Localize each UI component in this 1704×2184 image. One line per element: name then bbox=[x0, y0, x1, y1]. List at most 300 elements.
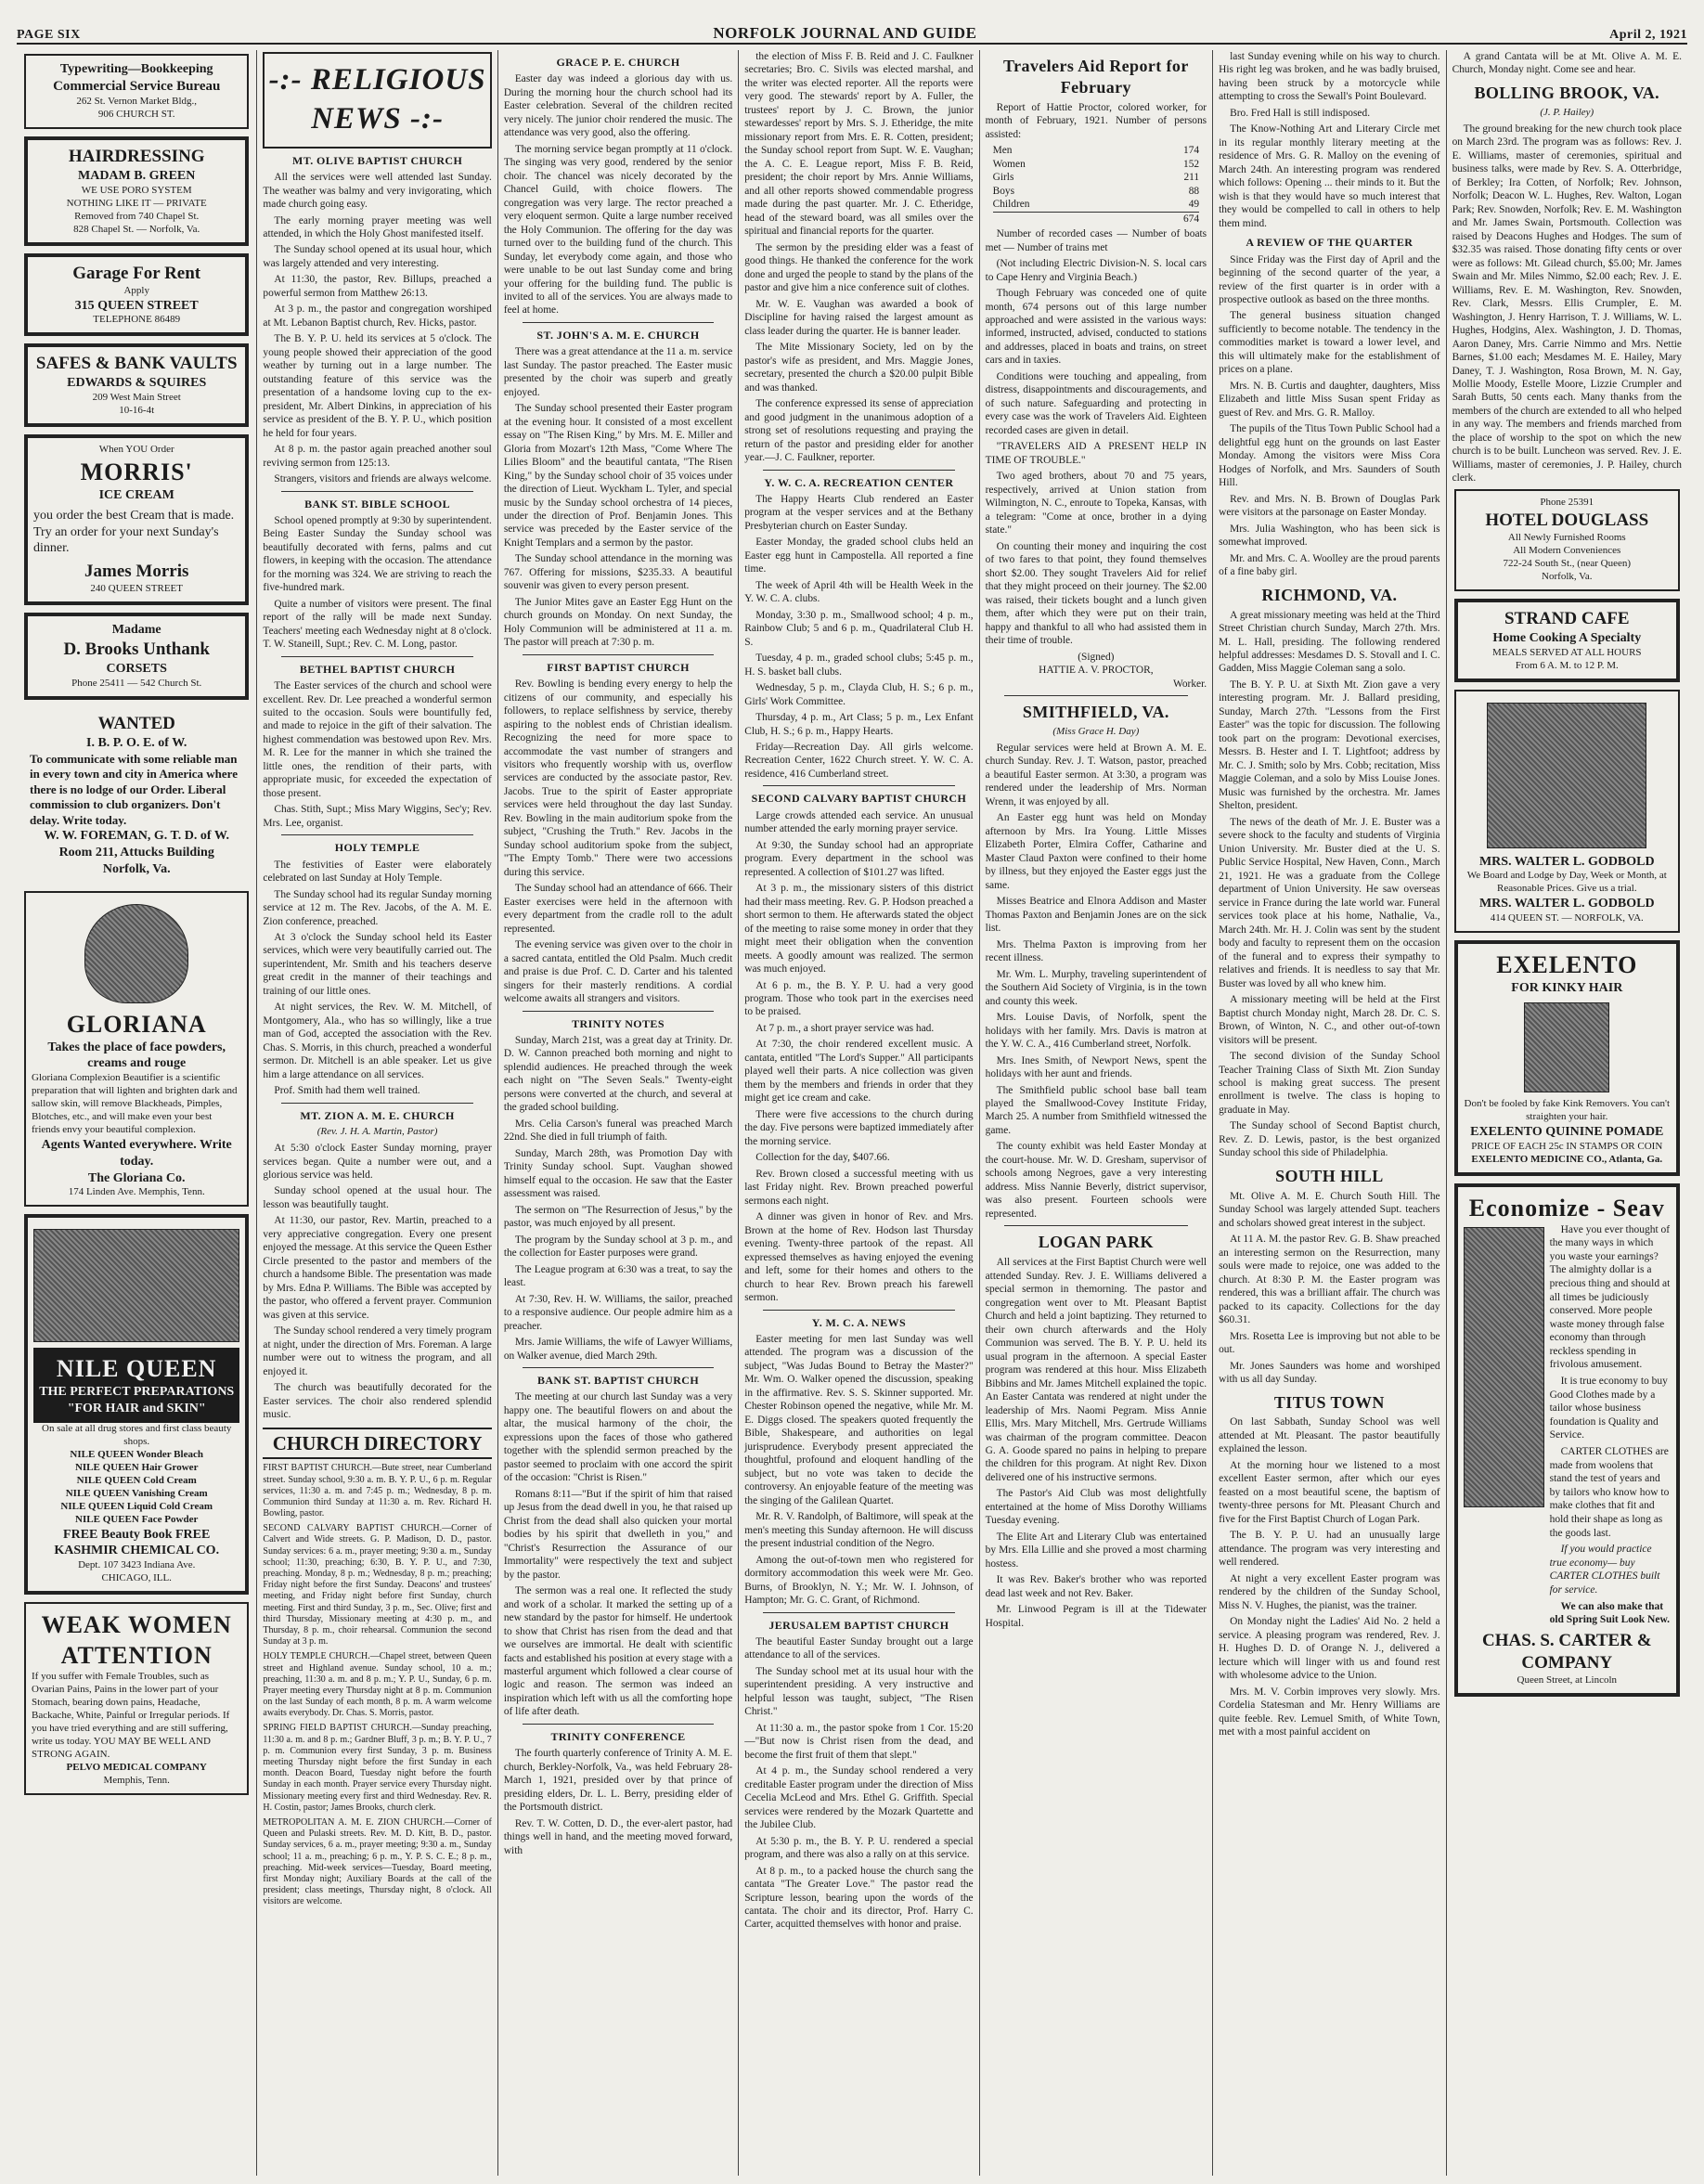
ad-line: On sale at all drug stores and first class beauty shops. bbox=[42, 1422, 232, 1447]
paragraph: The conference expressed its sense of appreciation and good judgment in the unanimous adoption of a strong set of resolutions requesting and praying the return of the pastor and presiding elder for another year.—J. C. Faulkner, reporter. bbox=[744, 398, 974, 464]
masthead bbox=[17, 9, 1687, 45]
paragraph: Easter meeting for men last Sunday was well attended. The program was a discussion of the subject, "Was Judas Bound to Betray the Master?" Mr. Wm. O. Walker opened the discussion, speaking in the affirmative. Rev. S. S. Skinner supported. Mr. Chester Robinson opened the negative, while Mr. M. E. Diggs closed. The speakers quoted frequently the Bible, Shakespeare, and authorities on legal jurisprudence. Everybody present appreciated the thoughtful, profound and eloquent handling of the subject, but no vote was taken to decide the controversy. An enjoyable feature of the meeting was the singing of the Galilean Quartet. bbox=[744, 1333, 974, 1506]
article-heading: LOGAN PARK bbox=[1038, 1233, 1154, 1252]
ad-line: GLORIANA bbox=[66, 1010, 207, 1038]
column-7 bbox=[1447, 50, 1687, 2176]
ad-line: TELEPHONE 86489 bbox=[93, 314, 181, 326]
paragraph: Mt. Olive A. M. E. Church South Hill. The Sunday School was largely attended Supt. teachers and scholars showed great interest in the subject. bbox=[1219, 1190, 1440, 1229]
paragraph: The festivities of Easter were elaborately celebrated on last Sunday at Holy Temple. bbox=[263, 859, 492, 885]
paragraph: Sunday school opened at the usual hour. The lesson was beautifully taught. bbox=[263, 1185, 492, 1210]
directory-entry: SPRING FIELD BAPTIST CHURCH.—Sunday preaching, 11:30 a. m. and 8 p. m.; Gardner Bluff, 3 p. m.; B. Y. P. U., 7 p. m. Communion every first Sunday, 3 p. m. Business meeting Thursday night before the first Sunday in each month. Deacon Board, Tuesday night before the fourth Sunday in each month. Prayer service every Thursday night. Missionary meeting every first and third Wednesday. Rev. R. H. Costin, pastor; James Brooks, church clerk. bbox=[263, 1723, 492, 1813]
ad-line: 828 Chapel St. — Norfolk, Va. bbox=[73, 223, 200, 235]
paragraph: A grand Cantata will be at Mt. Olive A. M. E. Church, Monday night. Come see and hear. bbox=[1452, 51, 1682, 76]
paragraph: The news of the death of Mr. J. E. Buster was a severe shock to the faculty and students of Virginia Union University. Mr. Buster died at the U. S. Public Service Hospital, New Haven, Conn., March 21, 1921. He was a graduate from the College department of Union University. He saw overseas service in France during the late world war. Funeral services took place at his home, Nathalie, Va., March 24th. Mr. H. J. Colin was sent by the student body and faculty to represent them on the occasion of the funeral and to express their sympathy to relatives and friends. It is needless to say that Mr. Buster was loved by all who knew him. bbox=[1219, 816, 1440, 989]
paragraph: The county exhibit was held Easter Monday at the court-house. Mr. W. D. Gresham, supervisor of schools among Negroes, gave a very interesting address. Miss Nannie Beverly, district supervisor, was also present. Fourteen schools were represented. bbox=[985, 1141, 1207, 1220]
issue-date: April 2, 1921 bbox=[1609, 28, 1687, 42]
ad-line: I. B. P. O. E. of W. bbox=[86, 736, 187, 751]
ad-line: Apply bbox=[123, 284, 149, 296]
ad-line: Typewriting—Bookkeeping bbox=[59, 62, 213, 76]
paragraph: Number of recorded cases — Number of boats met — Number of trains met bbox=[985, 228, 1207, 253]
divider bbox=[763, 470, 954, 471]
divider bbox=[523, 322, 714, 323]
ad-line: Queen Street, at Lincoln bbox=[1517, 1674, 1618, 1686]
paragraph: At 7:30, the choir rendered excellent music. A cantata, entitled "The Lord's Supper." All participants played well their parts. A nice collection was given them by the members and friends in order that they might get ice cream and cake. bbox=[744, 1039, 974, 1105]
divider bbox=[523, 1367, 714, 1368]
stats-table bbox=[993, 144, 1199, 226]
paragraph: The fourth quarterly conference of Trinity A. M. E. church, Berkley-Norfolk, Va., was held February 28-March 1, 1921, presided over by that prince of presiding elders, Dr. L. L. Berry, presiding elder of the Portsmouth district. bbox=[503, 1748, 733, 1814]
paragraph: Conditions were touching and appealing, from distress, disappointments and discouragements, and of such nature. Safeguarding and protecting in every case was the work of Travelers Aid. Eighteen recorded cases are given in detail. bbox=[985, 370, 1207, 436]
paragraph: The B. Y. P. U. had an unusually large attendance. The program was very interesting and well rendered. bbox=[1219, 1530, 1440, 1569]
ad-exelento bbox=[1454, 940, 1680, 1175]
paragraph: The ground breaking for the new church took place on March 23rd. The program was as follows: Rev. J. E. Williams, master of ceremonies, spiritual and business talks, were made by Rev. S. A. Otterbridge, of Berkley; Ira Cotten, of Norfolk; Rev. Johnson, Norfolk; Deacon W. L. Hughes, Rev. Walton, Logan Park; Rev. Snowden, Norfolk; Rev. E. M. Washington and Mr. James Swain, Portsmouth. Collection was raised by Deacons Hughes and Hodges. The sum of $32.35 was raised. Those donating fifty cents or over were as follows: Mt. Gilead church, $5.00; Mr. James Swain and Mr. Miles Nimmo, $2.00 each; Rev. J. E. Williams, Rev. E. M. Washington, Rev. Snowden, Rev. Clark, Messrs. Ellis Crumpler, E. M. Washington, J. Henry Harrison, T. J. Williams, W. L. Hughes, Hodgins, Alex. Washington, J. D. Thomas, Aaron Daney, Mrs. Carrie Nimmo and Mrs. Nettie Barnes, $1.00 each; Mesdames M. E. Hailey, Mary Daney, T. J. Washington, Rosa Brown, M. N. Gay, Mollie Moody, Estelle Moore, Lizzie Crumpler and Sarah Butts, 50 cents each. Many thanks from the members of the church are extended to all who helped in any way. The members and friends marched from the place of worship to the spot on which the new church is to be built. Luncheon was served. Rev. J. E. Williams, master of ceremonies, J. P. Hailey, church clerk. bbox=[1452, 123, 1682, 485]
byline: (Rev. J. H. A. Martin, Pastor) bbox=[316, 1126, 438, 1138]
paragraph: Mrs. Celia Carson's funeral was preached March 22nd. She died in full triumph of faith. bbox=[503, 1118, 733, 1144]
ad-line: EXELENTO bbox=[1496, 951, 1638, 979]
divider bbox=[1004, 1225, 1188, 1226]
paragraph: The B. Y. P. U. held its services at 5 o'clock. The young people showed their appreciation of the good weather by turning out in a large number. The outstanding feature of this service was the presentation of a handsome loving cup to the ex-president, Mr. Albert Dinkins, in appreciation of his service as president of the B. Y. P. U., which position he held for four years. bbox=[263, 333, 492, 439]
ad-line: If you would practice true economy— buy CARTER CLOTHES built for service. bbox=[1549, 1544, 1660, 1596]
ad-godbold bbox=[1454, 690, 1680, 933]
paragraph: Mr. W. E. Vaughan was awarded a book of Discipline for having raised the largest amount as class leader during the quarter. He is banner leader. bbox=[744, 298, 974, 337]
columns bbox=[17, 50, 1687, 2176]
ad-line: you order the best Cream that is made. Try an order for your next Sunday's dinner. bbox=[33, 508, 235, 556]
paragraph: At 11:30 a. m., the pastor spoke from 1 Cor. 15:20—"But now is Christ risen from the dead, and become the first fruit of them that slept." bbox=[744, 1722, 974, 1761]
paragraph: Rev. T. W. Cotten, D. D., the ever-alert pastor, had things well in hand, and the meeting moved forward, with bbox=[503, 1817, 733, 1856]
ad-line: The Gloriana Co. bbox=[87, 1170, 186, 1185]
article-heading: SECOND CALVARY BAPTIST CHURCH bbox=[751, 792, 967, 806]
newspaper-title: NORFOLK JOURNAL AND GUIDE bbox=[713, 24, 977, 42]
ad-line: Phone 25411 — 542 Church St. bbox=[71, 677, 202, 689]
paragraph: The evening service was given over to the choir in a sacred cantata, entitled the Old Psalm. Much credit and praise is due Prof. C. D. Carter and his talented singers for their masterly renditions. A cordial welcome awaits all strangers and visitors. bbox=[503, 939, 733, 1005]
paragraph: The second division of the Sunday School Teacher Training Class of Sixth Mt. Zion Sunday school is making great success. The present enrollment is twelve. The class is hoping to graduate in May. bbox=[1219, 1051, 1440, 1116]
paragraph: At 8 p. m., to a packed house the church sang the cantata "The Greater Love." The pastor read the Scripture lesson, bearing upon the words of the cantata. The choir and its director, Prof. Harry C. Carter, acquitted themselves with honor and praise. bbox=[744, 1865, 974, 1931]
stats-total: 674 bbox=[993, 212, 1199, 226]
ad-line: 10-16-4t bbox=[119, 405, 155, 417]
stats-label: Women bbox=[992, 158, 1026, 170]
article-heading: GRACE P. E. CHURCH bbox=[556, 56, 680, 69]
paragraph: At 9:30, the Sunday school had an appropriate program. Every department in the school was represented. A collection of $101.27 was lifted. bbox=[744, 839, 974, 878]
paragraph: The Elite Art and Literary Club was entertained by Mrs. Ella Lillie and she proved a most charming hostess. bbox=[985, 1531, 1207, 1570]
paragraph: The morning service began promptly at 11 o'clock. The singing was very good, rendered by the senior choir. The chancel was nicely decorated by the Chancel Guild, with choice flowers. The congregation was very large. The rector preached a very eloquent sermon. Quite a large number received the Holy Communion. The offering for the day was turned over to the building fund of the church. This Sunday, let everybody come again, and those who were unable to be out last Sunday come and bring your offering for the building fund. The public is invited to all of the services. You are always made to feel at home. bbox=[503, 143, 733, 317]
paragraph: Thursday, 4 p. m., Art Class; 5 p. m., Lex Enfant Club, H. S.; 6 p. m., Happy Hearts. bbox=[744, 712, 974, 737]
ad-line: NILE QUEEN Hair Grower bbox=[74, 1461, 199, 1473]
paragraph: Monday, 3:30 p. m., Smallwood school; 4 p. m., Rainbow Club; 5 and 6 p. m., Quadrilateral Club H. S. bbox=[744, 609, 974, 648]
paragraph: The Sunday school met at its usual hour with the superintendent presiding. A very instructive and helpful lesson was taught, subject, "The Risen Christ." bbox=[744, 1665, 974, 1718]
stats-value: 49 bbox=[1188, 199, 1200, 211]
paragraph: Mrs. Rosetta Lee is improving but not able to be out. bbox=[1219, 1330, 1440, 1356]
byline: (J. P. Hailey) bbox=[1540, 106, 1594, 118]
ad-line: WE USE PORO SYSTEM bbox=[81, 184, 192, 196]
paragraph: There was a great attendance at the 11 a. m. service last Sunday. The pastor preached. The Easter music presented by the choir was superb and greatly enjoyed. bbox=[503, 346, 733, 398]
paragraph: At 7:30, Rev. H. W. Williams, the sailor, preached to a responsive audience. Our people admire him as a preacher. bbox=[503, 1293, 733, 1332]
paragraph: Sunday, March 28th, was Promotion Day with Trinity Sunday school. Supt. Vaughan showed himself equal to the occasion. He saw that the Easter assessment was raised. bbox=[503, 1147, 733, 1200]
article-heading: HOLY TEMPLE bbox=[334, 841, 420, 855]
paragraph: At 3 p. m., the missionary sisters of this district had their mass meeting. Rev. G. P. Hodson preached a short sermon to them. He afterwards stated the object of the meeting to raise some money in order that they might meet their obligation when the convention meets. A goodly amount was realized. The sermon was much enjoyed. bbox=[744, 883, 974, 976]
ad-line: WANTED bbox=[97, 713, 175, 733]
ad-line: ICE CREAM bbox=[98, 488, 174, 503]
paragraph: A great missionary meeting was held at the Third Street Christian church Sunday, March 27th. Mrs. M. L. Hall, presiding. The following rendered helpful addresses: Mesdames D. S. Stovall and I. C. Gadden, Miss Maggie Coleman sang a solo. bbox=[1219, 609, 1440, 675]
byline: (Miss Grace H. Day) bbox=[1052, 725, 1140, 737]
paragraph: At 11:30, our pastor, Rev. Martin, preached to a very appreciative congregation. Every one present enjoyed the message. At this service the Queen Esther Circle presented to the pastor and members of the church a handsome Bible. The presentation was made by Mrs. Edna P. Williams. The Bible was accepted by the pastor, who offered a fervent prayer. Communion was given at this service. bbox=[263, 1215, 492, 1321]
ad-line: 906 CHURCH ST. bbox=[97, 108, 175, 120]
paragraph: An Easter egg hunt was held on Monday afternoon by Mrs. Ira Young. Little Misses Elizabeth Porter, Elmira Coffer, Catharine and Master Claud Paxton were confined to their home by illness, but they enjoyed the Easter eggs just the same. bbox=[985, 812, 1207, 891]
paragraph: The meeting at our church last Sunday was a very happy one. The beautiful flowers on and about the altar, the musical harmony of the choir, the expressions upon the faces of those who gathered together with the splendid sermon preached by the pastor seemed to proclaim with one accord the spirit of the occasion: "Christ is Risen." bbox=[503, 1391, 733, 1484]
paragraph: The beautiful Easter Sunday brought out a large attendance to all of the services. bbox=[744, 1635, 974, 1661]
woman-portrait-image bbox=[84, 904, 188, 1003]
paragraph: Mrs. Thelma Paxton is improving from her recent illness. bbox=[985, 938, 1207, 964]
paragraph: Rev. Brown closed a successful meeting with us last Friday night. Rev. Brown preached powerful sermons each night. bbox=[744, 1168, 974, 1207]
ad-line: Agents Wanted everywhere. Write today. bbox=[41, 1138, 232, 1169]
ad-line: CHICAGO, ILL. bbox=[101, 1572, 172, 1584]
ad-line: HAIRDRESSING bbox=[68, 146, 205, 166]
paragraph: Misses Beatrice and Elnora Addison and Master Thomas Paxton and Benjamin Jones are on the sick list. bbox=[985, 896, 1207, 935]
ad-line: Norfolk, Va. bbox=[102, 861, 171, 876]
divider bbox=[281, 656, 472, 657]
ad-line: EXELENTO MEDICINE CO., Atlanta, Ga. bbox=[1471, 1153, 1663, 1165]
paragraph: Romans 8:11—"But if the spirit of him that raised up Jesus from the dead dwell in you, he that raised up Christ from the dead shall also quicken your mortal bodies by his spirit that dwelleth in you," and "Christ's Resurrection the Assurance of our Immortality" were respectively the text and subject by the pastor. bbox=[503, 1488, 733, 1581]
directory-entry: METROPOLITAN A. M. E. ZION CHURCH.—Corner of Queen and Pulaski streets. Rev. M. D. Kitt, B. D., pastor. Sunday services, 6 a. m., prayer meeting; 9:30 a. m., Sunday school; 11 a. m., preaching; 6 p. m., Y. P. S. C. E.; 8 p. m., preaching. Mid-week services—Tuesday, Board meeting, first Monday night; Auxiliary Boards at the call of the president; class meetings, Thursday night, 8 o'clock. All visitors are welcome. bbox=[263, 1816, 492, 1907]
paragraph: Friday—Recreation Day. All girls welcome. Recreation Center, 1622 Church street. Y. W. C. A. residence, 416 Cumberland street. bbox=[744, 742, 974, 780]
ad-line: Takes the place of face powders, creams and rouge bbox=[47, 1040, 226, 1071]
column-1 bbox=[17, 50, 257, 2176]
article-heading: FIRST BAPTIST CHURCH bbox=[547, 660, 690, 674]
ad-line: Don't be fooled by fake Kink Removers. You can't straighten your hair. bbox=[1464, 1097, 1671, 1122]
stats-value: 174 bbox=[1183, 145, 1200, 157]
divider bbox=[523, 1011, 714, 1012]
article-heading: Travelers Aid Report for February bbox=[1003, 57, 1189, 97]
divider bbox=[281, 491, 472, 492]
paragraph: The pupils of the Titus Town Public School had a delightful egg hunt on the grounds on last Easter Monday. Among the visitors were Miss Cora Hodges of Norfolk, and Mrs. Saunders of South Hill. bbox=[1219, 423, 1440, 489]
divider bbox=[763, 785, 954, 786]
ad-morris-ice-cream bbox=[24, 434, 249, 605]
stats-value: 211 bbox=[1183, 172, 1200, 184]
column-5 bbox=[980, 50, 1213, 2176]
ad-line: All Modern Conveniences bbox=[1513, 544, 1621, 556]
paragraph: At 3 p. m., the pastor and congregation worshiped at Mt. Lebanon Baptist church, Rev. Hicks, pastor. bbox=[263, 304, 492, 329]
paragraph: At 5:30 o'clock Easter Sunday morning, prayer services began. Quite a number were out, and a glorious service was held. bbox=[263, 1143, 492, 1181]
ad-line: MADAM B. GREEN bbox=[78, 168, 196, 183]
ad-line: PELVO MEDICAL COMPANY bbox=[66, 1761, 207, 1773]
column-2 bbox=[257, 50, 497, 2176]
ad-line: NOTHING LIKE IT — PRIVATE bbox=[66, 197, 207, 209]
paragraph: The League program at 6:30 was a treat, to say the least. bbox=[503, 1263, 733, 1289]
signature-line: (Signed) bbox=[1078, 651, 1115, 663]
paragraph: Mrs. M. V. Corbin improves very slowly. Mrs. Cordelia Statesman and Mr. Henry Williams are quite feeble. Rev. Lemuel Smith, of White Town, met with a most painful accident on bbox=[1219, 1686, 1440, 1738]
stats-label: Boys bbox=[992, 185, 1015, 197]
paragraph: There were five accessions to the church during the day. Five persons were baptized immediately after the morning service. bbox=[744, 1108, 974, 1147]
ad-wanted bbox=[24, 707, 249, 884]
ad-line: James Morris bbox=[84, 562, 189, 582]
paragraph: Rev. and Mrs. N. B. Brown of Douglas Park were visitors at the parsonage on Easter Monday. bbox=[1219, 493, 1440, 519]
paragraph: At 11 A. M. the pastor Rev. G. B. Shaw preached an interesting sermon on the Resurrection, many souls were made to rejoice, one was added to the church. At 8:30 P. M. the Easter program was rendered, this was a brilliant affair. The church was packed to its capacity. Collections for the day $60.31. bbox=[1219, 1234, 1440, 1326]
stats-row bbox=[993, 144, 1199, 157]
ad-line: EDWARDS & SQUIRES bbox=[67, 376, 207, 391]
ad-line: 240 QUEEN STREET bbox=[90, 583, 183, 595]
ad-line: We Board and Lodge by Day, Week or Month, at Reasonable Prices. Give us a trial. bbox=[1466, 870, 1667, 895]
ad-line: CORSETS bbox=[106, 662, 167, 677]
paragraph: Mrs. Louise Davis, of Norfolk, spent the holidays with her family. Mrs. Davis is matron at the Y. W. C. A., 416 Cumberland street, Norfolk. bbox=[985, 1012, 1207, 1051]
article-heading: ST. JOHN'S A. M. E. CHURCH bbox=[536, 328, 700, 342]
divider bbox=[281, 1103, 472, 1104]
paragraph: Though February was conceded one of quite month, 674 persons out of this large number approached and were assisted in the various ways: informed, instructed, advised, conducted to stations and addresses, placed in boats and trains, on street cars and in taxies. bbox=[985, 288, 1207, 367]
paragraph: Large crowds attended each service. An unusual number attended the early morning prayer service. bbox=[744, 809, 974, 835]
stats-row bbox=[993, 185, 1199, 198]
article-heading: SMITHFIELD, VA. bbox=[1022, 703, 1169, 722]
paragraph: Mrs. N. B. Curtis and daughter, daughters, Miss Elizabeth and little Miss Susan spent Friday as guest of Rev. and Mrs. G. R. Malloy. bbox=[1219, 380, 1440, 419]
church-directory-heading: CHURCH DIRECTORY bbox=[263, 1428, 491, 1460]
article-heading: A REVIEW OF THE QUARTER bbox=[1246, 236, 1414, 250]
paragraph: On Monday night the Ladies' Aid No. 2 held a service. A pleasing program was rendered, Rev. J. H. Hughes D. D. of Orange N. J., delivered a lecture which will linger with us and found rest with wholesome advice to the Union. bbox=[1219, 1616, 1440, 1682]
ad-garage bbox=[24, 253, 249, 337]
paragraph: The Sunday school attendance in the morning was 767. Offering for missions, $235.33. A beautiful souvenir was given to every person present. bbox=[503, 553, 733, 592]
ad-line: Removed from 740 Chapel St. bbox=[74, 210, 200, 222]
man-illustration-image bbox=[1464, 1227, 1544, 1507]
ad-unthank-corsets bbox=[24, 613, 249, 700]
divider bbox=[763, 1310, 954, 1311]
portrait-image bbox=[1487, 703, 1646, 848]
paragraph: The Sunday school had its regular Sunday morning service at 12 m. The Rev. Jacobs, of the A. M. E. Zion conference, preached. bbox=[263, 888, 492, 927]
ad-line: NILE QUEEN Liquid Cold Cream bbox=[60, 1500, 213, 1512]
ad-line: PRICE OF EACH 25c IN STAMPS OR COIN bbox=[1471, 1140, 1663, 1152]
article-heading: SOUTH HILL bbox=[1275, 1166, 1384, 1185]
ad-line: Home Cooking A Specialty bbox=[1492, 630, 1642, 645]
paragraph: The Sunday school of Second Baptist church, Rev. Z. D. Lewis, pastor, is the best organized Sunday school this side of Philadelphia. bbox=[1219, 1120, 1440, 1159]
ad-line: STRAND CAFE bbox=[1504, 608, 1630, 628]
paragraph: At 11:30, the pastor, Rev. Billups, preached a powerful sermon from Matthew 26:13. bbox=[263, 274, 492, 299]
ad-line: MRS. WALTER L. GODBOLD bbox=[1478, 854, 1655, 869]
ad-line: THE PERFECT PREPARATIONS bbox=[39, 1385, 235, 1400]
ad-line: All Newly Furnished Rooms bbox=[1507, 531, 1626, 543]
ad-line: 174 Linden Ave. Memphis, Tenn. bbox=[68, 1186, 205, 1198]
paragraph: Sunday, March 21st, was a great day at Trinity. Dr. D. W. Cannon preached both morning and night to splendid audiences. He preached through the week each night on "The Seven Seals." Twenty-eight persons were converted at the church, and several at the graded school building. bbox=[503, 1034, 733, 1114]
paragraph: School opened promptly at 9:30 by superintendent. Being Easter Sunday the Sunday school was beautifully decorated with ferns, palms and cut flowers, in keeping with the occasion. The attendance for the morning was 324. We are striving to reach the five-hundred mark. bbox=[263, 514, 492, 594]
ad-line: NILE QUEEN Face Powder bbox=[75, 1513, 199, 1525]
ad-line: 722-24 South St., (near Queen) bbox=[1503, 557, 1632, 569]
paragraph: At night services, the Rev. W. M. Mitchell, of Montgomery, Ala., who has so willingly, like a true man of God, accepted the association with the Rev. Chas. S. Morris, in this church, preached a wonderful sermon. Dr. Mitchell is an able speaker. Let us give him a large attendance on all services. bbox=[263, 1002, 492, 1080]
paragraph: Mr. Wm. L. Murphy, traveling superintendent of the Southern Aid Society of Virginia, is in the town and county this week. bbox=[985, 968, 1207, 1007]
ad-line: MORRIS' bbox=[80, 459, 193, 486]
directory-entry: HOLY TEMPLE CHURCH.—Chapel street, between Queen street and Highland avenue. Sunday school, 10 a. m.; preaching, 11:30 a. m. and 8 p. m.; Y. P. U., Sunday, 6 p. m. Prayer meeting every Thursday night at 8 p. m. Communion on the last Sunday of each month, 8 p. m. A warm welcome awaits everybody. Dr. Chas. S. Morris, pastor. bbox=[263, 1651, 492, 1719]
ad-line: If you suffer with Female Troubles, such as Ovarian Pains, Pains in the lower part of your Stomach, bearing down pains, Headache, Backache, White, Painful or Irregular periods. If you have tried everything and are still suffering, write us today. YOU MAY BE WELL AND STRONG AGAIN. bbox=[32, 1671, 230, 1760]
paragraph: Mr. Linwood Pegram is ill at the Tidewater Hospital. bbox=[985, 1604, 1207, 1629]
paragraph: Mrs. Ines Smith, of Newport News, spent the holidays with her aunt and friends. bbox=[985, 1054, 1207, 1080]
paragraph: At 3 o'clock the Sunday school held its Easter services, which were very beautifully carried out. The superintendent, Mr. Smith and his teachers deserve great credit in the manner of their teachings and training of our little ones. bbox=[263, 932, 492, 997]
article-heading: BETHEL BAPTIST CHURCH bbox=[299, 662, 456, 676]
paragraph: Chas. Stith, Supt.; Miss Mary Wiggins, Sec'y; Rev. Mrs. Lee, organist. bbox=[263, 804, 492, 829]
paragraph: The church was beautifully decorated for the Easter services. The choir also rendered splendid music. bbox=[263, 1382, 492, 1421]
paragraph: Regular services were held at Brown A. M. E. church Sunday. Rev. J. T. Watson, pastor, preached a beautiful Easter sermon. At 3:30, a program was rendered under the leadership of Mrs. Norman Wrenn, it was enjoyed by all. bbox=[985, 742, 1207, 808]
stats-label: Girls bbox=[992, 172, 1014, 184]
column-3 bbox=[498, 50, 739, 2176]
ad-safes bbox=[24, 343, 249, 427]
paragraph: Since Friday was the First day of April and the beginning of the second quarter of the year, a review of the first quarter is in order with a prospective outlook as based on the three months. bbox=[1219, 253, 1440, 305]
ad-line: To communicate with some reliable man in every town and city in America where there is no lodge of our Order. Liberal commission to club organizers. Don't delay. Write today. bbox=[30, 751, 238, 827]
ad-line: MRS. WALTER L. GODBOLD bbox=[1478, 897, 1655, 911]
ad-line: Memphis, Tenn. bbox=[103, 1774, 170, 1786]
signature-line: HATTIE A. V. PROCTOR, bbox=[1039, 665, 1154, 677]
paragraph: At 5:30 p. m., the B. Y. P. U. rendered a special program, and there was also a rally on at this service. bbox=[744, 1835, 974, 1861]
paragraph: Quite a number of visitors were present. The final report of the rally will be made next Sunday. Teachers' meeting each Wednesday night at 8 o'clock. T. W. Staneill, Supt.; Rev. C. M. Long, pastor. bbox=[263, 598, 492, 651]
paragraph: All the services were well attended last Sunday. The weather was balmy and very invigorating, which made church going easy. bbox=[263, 172, 492, 211]
ad-nile-queen bbox=[24, 1214, 249, 1595]
article-heading: JERUSALEM BAPTIST CHURCH bbox=[768, 1618, 949, 1632]
paragraph: (Not including Electric Division-N. S. local cars to Cape Henry and Virginia Beach.) bbox=[985, 258, 1207, 283]
article-heading: BANK ST. BAPTIST CHURCH bbox=[536, 1374, 700, 1388]
paragraph: Mr. and Mrs. C. A. Woolley are the proud parents of a fine baby girl. bbox=[1219, 552, 1440, 578]
paragraph: The week of April 4th will be Health Week in the Y. W. C. A. clubs. bbox=[744, 579, 974, 605]
stats-label: Children bbox=[992, 199, 1030, 211]
ad-line: Have you ever thought of the many ways in which you waste your earnings? The almighty dollar is a precious thing and should at all times be judiciously conserved. More people waste money through false economy than through reckless spending in frivolous amusement. bbox=[1549, 1223, 1671, 1371]
ad-line: NILE QUEEN Cold Cream bbox=[76, 1474, 197, 1486]
ad-line: From 6 A. M. to 12 P. M. bbox=[1515, 659, 1619, 671]
ad-weak-women bbox=[24, 1602, 249, 1795]
ad-line: Garage For Rent bbox=[72, 263, 201, 283]
divider bbox=[1004, 695, 1188, 696]
paragraph: At 4 p. m., the Sunday school rendered a very creditable Easter program under the direction of Miss Cecelia McLeod and Mrs. Ethel G. Griffith. Special services were rendered by the Mozark Quartette and the Jubilee Club. bbox=[744, 1765, 974, 1831]
ad-line: WEAK WOMEN bbox=[41, 1611, 232, 1639]
ad-line: CHAS. S. CARTER & COMPANY bbox=[1482, 1630, 1652, 1673]
article-heading: MT. OLIVE BAPTIST CHURCH bbox=[292, 153, 463, 167]
signature-line: Worker. bbox=[1173, 678, 1207, 690]
paragraph: Mr. Jones Saunders was home and worshiped with us all day Sunday. bbox=[1219, 1360, 1440, 1386]
stats-value: 152 bbox=[1183, 158, 1200, 170]
article-heading: MT. ZION A. M. E. CHURCH bbox=[300, 1108, 455, 1122]
ad-line: W. W. FOREMAN, G. T. D. of W. bbox=[44, 829, 230, 844]
ad-line: NILE QUEEN bbox=[56, 1355, 217, 1383]
ad-strand-cafe bbox=[1454, 599, 1680, 682]
paragraph: The early morning prayer meeting was well attended, in which the Holy Ghost manifested itself. bbox=[263, 214, 492, 239]
article-heading: Y. M. C. A. NEWS bbox=[811, 1315, 907, 1329]
ad-line: When YOU Order bbox=[98, 444, 174, 456]
paragraph: Rev. Bowling is bending every energy to help the citizens of our community, and especially his followers, to replace selfishness by service, thereby aspiring to the noblest ends of Christian idealism. Recognizing the need for more space to accommodate the vast number of strangers and visitors who frequently worship with us, overflow services are conducted by the associate pastor, Rev. Jacobs. True to the spirit of Easter appropriate services were held throughout the day last Sunday. Rev. Bowling in the main auditorium spoke from the subject, "Crushing the Truth." Rev. Jacobs in the Sunday school auditorium spoke from the subject, "The Empty Tomb." There were two accessions during this service. bbox=[503, 678, 733, 878]
ad-line: Commercial Service Bureau bbox=[53, 78, 221, 94]
ad-line: NILE QUEEN Vanishing Cream bbox=[65, 1487, 208, 1499]
ad-hotel-douglass bbox=[1454, 489, 1680, 591]
paragraph: A dinner was given in honor of Rev. and Mrs. Brown at the home of Rev. Hodson last Thursday evening. Twenty-three partook of the repast. All expressed themselves as having enjoyed the evening and left, some for their homes and others to the church to hear Rev. Brown preach his farewell sermon. bbox=[744, 1211, 974, 1304]
ad-line: Madame bbox=[111, 623, 161, 638]
paragraph: Two aged brothers, about 70 and 75 years, respectively, arrived at Union station from Wilmington, N. C., enroute to Topeka, Kansas, with a telegram: "Come at once, brother in a dying state." bbox=[985, 471, 1207, 536]
stats-row bbox=[993, 158, 1199, 171]
paragraph: On counting their money and inquiring the cost of two fares to that point, they found themselves short $2.00. They sought Travelers Aid for relief that they might proceed on their journey. The $2.00 was raised, their tickets bought and a lunch given them, after which they were put on their train, happy and thankful to all who had assisted them in their time of trouble. bbox=[985, 540, 1207, 647]
paragraph: Collection for the day, $407.66. bbox=[755, 1152, 890, 1164]
article-heading: BOLLING BROOK, VA. bbox=[1474, 83, 1660, 102]
paragraph: All services at the First Baptist Church were well attended Sunday. Rev. J. E. Williams delivered a special sermon in themorning. The pastor and congregation went over to Mt. Pleasant Baptist Church and held a joint baptizing. They returned to their own church afterwards and the Holy Communion was served. The B. Y. P. U. held its usual program in the afternoon. A special Easter program was rendered at this hour. Miss Elizabeth Bibbins and Mr. James Mitchell explained the topic. An Easter Cantata was rendered at night under the leadership of Mrs. Naomi Pegram. Miss Annie Ellis, Mrs. Mary Mitchell, Mrs. Gertrude Williams was chairman of the program committee. Deacon G. A. Goode spared no pains in helping to prepare the children for this program. At night Rev. Dixon delivered one of his instructive sermons. bbox=[985, 1257, 1207, 1483]
paragraph: Easter Monday, the graded school clubs held an Easter egg hunt in Campostella. All reported a fine time. bbox=[744, 536, 974, 575]
paragraph: the election of Miss F. B. Reid and J. C. Faulkner secretaries; Bro. C. Sivils was elected marshal, and the writer was elected reporter. All the reports were very good. The stewards' report by A. Fuller, the trustees' report by J. C. Brown, the junior stewardesses' report by Mrs. S. J. Etheridge, the mite missionary report from Mrs. E. R. Cotten, president; the Sunday school report from Supt. W. E. Vaughan; the A. C. E. League report, Miss F. B. Reid, president; the choir report by Mrs. Annie Williams, and all other reports showed commendable progress made during the past quarter. Mr. J. C. Etheridge, head of the steward board, was all smiles over the spiritual and financial reports for the quarter. bbox=[744, 51, 974, 238]
paragraph: The Pastor's Aid Club was most delightfully entertained at the home of Miss Dorothy Williams Tuesday evening. bbox=[985, 1488, 1207, 1527]
ad-line: EXELENTO QUININE POMADE bbox=[1470, 1124, 1664, 1139]
ad-line: 209 West Main Street bbox=[92, 392, 181, 404]
paragraph: At the morning hour we listened to a most excellent Easter sermon, after which our eyes feasted on a most beautiful scene, the baptism of twenty-three persons for Mt. Pleasant Church and five for the First Baptist Church of Logan Park. bbox=[1219, 1459, 1440, 1525]
ad-hairdressing bbox=[24, 136, 249, 246]
paragraph: At 7 p. m., a short prayer service was had. bbox=[755, 1022, 935, 1034]
ad-line: Economize - Seav bbox=[1468, 1194, 1665, 1221]
section-banner: -:- RELIGIOUS NEWS -:- bbox=[263, 52, 491, 149]
paragraph: Report of Hattie Proctor, colored worker, for month of February, 1921. Number of persons assisted: bbox=[985, 101, 1207, 140]
ad-line: HOTEL DOUGLASS bbox=[1485, 510, 1649, 530]
paragraph: The Happy Hearts Club rendered an Easter program at the vesper services and at the Bethany Presbyterian church on Easter Sunday. bbox=[744, 493, 974, 532]
column-6 bbox=[1213, 50, 1446, 2176]
paragraph: Easter day was indeed a glorious day with us. During the morning hour the church school had its Easter celebration. Several of the children recited very nicely. The junior choir rendered the music. The attendance was very good, also the offering. bbox=[503, 73, 733, 139]
ad-typewriting bbox=[24, 54, 249, 129]
paragraph: The Mite Missionary Society, led on by the pastor's wife as president, and Mrs. Maggie Jones, secretary, presented the church a $20.00 pulpit Bible and was thanked. bbox=[744, 342, 974, 394]
paragraph: At 6 p. m., the B. Y. P. U. had a very good program. Those who took part in the exercises need to be praised. bbox=[744, 979, 974, 1018]
paragraph: The Know-Nothing Art and Literary Circle met in its regular monthly literary meeting at the residence of Mrs. G. R. Malloy on the evening of March 24th. An interesting program was rendered which follows: Opening ... their minds to it. But the wish is that they would have so much interest that they would be compelled to call in others to help them mind. bbox=[1219, 123, 1440, 229]
divider bbox=[523, 1724, 714, 1725]
paragraph: Among the out-of-town men who registered for dormitory accommodation this week were Mr. Geo. Burns, of Brooklyn, N. Y.; Mr. W. I. Johnson, of Hampton; Mr. G. C. Grant, of Richmond. bbox=[744, 1554, 974, 1607]
paragraph: Prof. Smith had them well trained. bbox=[274, 1085, 420, 1097]
ad-gloriana bbox=[24, 891, 249, 1208]
article-heading: TRINITY CONFERENCE bbox=[550, 1729, 686, 1743]
stats-row bbox=[993, 171, 1199, 184]
ad-line: SAFES & BANK VAULTS bbox=[35, 354, 238, 374]
paragraph: The sermon on "The Resurrection of Jesus," by the pastor, was much enjoyed by all present. bbox=[503, 1204, 733, 1230]
paragraph: Mrs. Jamie Williams, the wife of Lawyer Williams, on Walker avenue, died March 29th. bbox=[503, 1337, 733, 1362]
article-heading: TRINITY NOTES bbox=[572, 1016, 665, 1030]
ad-line: CARTER CLOTHES are made from woolens that stand the test of years and by tailors who know how to make clothes that fit and hold their shape as long as the goods last. bbox=[1549, 1446, 1670, 1539]
stats-label: Men bbox=[992, 145, 1013, 157]
divider bbox=[523, 654, 714, 655]
paragraph: The Sunday school had an attendance of 666. Their Easter exercises were held in the afternoon with every department from the cradle roll to the adult represented. bbox=[503, 883, 733, 935]
paragraph: The Sunday school rendered a very timely program at night, under the direction of Mrs. Foreman. A large number were out to witness the program, and all enjoyed it. bbox=[263, 1325, 492, 1377]
paragraph: The sermon by the presiding elder was a feast of good things. He thanked the conference for the work done and urged the people to stand by the plans of the pastor and give him a nice conference suit of clothes. bbox=[744, 241, 974, 294]
ad-line: FREE Beauty Book FREE bbox=[63, 1527, 211, 1542]
ad-line: ATTENTION bbox=[60, 1642, 213, 1670]
paragraph: last Sunday evening while on his way to church. His right leg was broken, and he was badly bruised, having been struck by a motorcycle while attempting to cross the Sewall's Point Boulevard. bbox=[1219, 51, 1440, 103]
ad-line: Phone 25391 bbox=[1540, 496, 1594, 508]
church-directory bbox=[263, 1463, 491, 1907]
stats-value: 88 bbox=[1188, 185, 1200, 197]
ad-line: Room 211, Attucks Building bbox=[58, 846, 214, 860]
illustration-image bbox=[33, 1229, 239, 1342]
paragraph: A missionary meeting will be held at the First Baptist church Monday night, March 28. Dr. C. S. Brown, of Winton, N. C., and other out-of-town visitors will be present. bbox=[1219, 994, 1440, 1046]
ad-line: 315 QUEEN STREET bbox=[74, 298, 199, 313]
ad-line: 262 St. Vernon Market Bldg., bbox=[76, 95, 198, 107]
divider bbox=[281, 834, 472, 835]
article-heading: RICHMOND, VA. bbox=[1261, 585, 1398, 604]
paragraph: The Smithfield public school base ball team played the Smallwood-Covey Institute Friday, March 25. A number from Smithfield witnessed the game. bbox=[985, 1084, 1207, 1136]
paragraph: It was Rev. Baker's brother who was reported dead last week and not Rev. Baker. bbox=[985, 1574, 1207, 1599]
paragraph: The Sunday school opened at its usual hour, which was largely attended and very interesting. bbox=[263, 244, 492, 269]
ad-line: "FOR HAIR and SKIN" bbox=[67, 1402, 206, 1416]
ad-line: FOR KINKY HAIR bbox=[1511, 981, 1623, 996]
page-number: PAGE SIX bbox=[17, 28, 81, 42]
directory-entry: FIRST BAPTIST CHURCH.—Bute street, near Cumberland street. Sunday school, 9:30 a. m. B. Y. P. U., 6 p. m. Regular services, 11:30 a. m. and 7:45 p. m.; Wednesday, 8 p. m. Communion third Sunday at 11:30 a. m. Rev. Richard H. Bowling, pastor. bbox=[263, 1463, 492, 1519]
directory-entry: SECOND CALVARY BAPTIST CHURCH.—Corner of Calvert and Wide streets. G. P. Madison, D. D., pastor. Sunday services: 6 a. m., prayer meeting; 9:30 a. m., Sunday school; 11:30, preaching; 6:30, B. Y. P. U., and 7:30, preaching. Monday, 8 p. m.; Wednesday, 8 p. m.; preaching; Friday night before the first Sunday. Deacons' and trustees' meeting, and Friday night before first Sunday, church meeting. First and third Sunday, 3 p. m., Sec. Olive; first and third Thursday, Missionary meeting at 4:30 p. m., and Thursday, 8 p. m., choir rehearsal. Communion the second Sunday at 3 p. m. bbox=[263, 1523, 492, 1648]
paragraph: On last Sabbath, Sunday School was well attended at Mt. Pleasant. The pastor beautifully explained the lesson. bbox=[1219, 1416, 1440, 1455]
ad-line: D. Brooks Unthank bbox=[63, 640, 210, 660]
paragraph: Mrs. Julia Washington, who has been sick is somewhat improved. bbox=[1219, 523, 1440, 549]
ad-carter-clothes bbox=[1454, 1183, 1680, 1697]
paragraph: The general business situation changed sufficiently to become notable. The tendency in the commodities market is toward a lower level, and this will ultimately make for the establishment of prices on a plane. bbox=[1219, 310, 1440, 376]
ad-line: MEALS SERVED AT ALL HOURS bbox=[1492, 646, 1642, 658]
ad-line: Gloriana Complexion Beautifier is a scientific preparation that will lighten and brighten dark and sallow skin, will remove Blackheads, Pimples, Blotches, etc., and will make even your best friends envy your beautiful complexion. bbox=[32, 1072, 238, 1136]
ad-line: NILE QUEEN Wonder Bleach bbox=[70, 1448, 203, 1460]
paragraph: The sermon was a real one. It reflected the study and work of a scholar. It marked the setting up of a new standard by the pastor for himself. He undertook to show that Christ has risen from the dead and that we ourselves are immortal. He dealt with scientific facts and established his position at every stage with a masterful argument which followed a clear course of logic and reason. The sermon was indeed an inspiration which left with us all the comforting hope of life after death. bbox=[503, 1585, 733, 1718]
stats-row bbox=[993, 198, 1199, 211]
ad-line: Norfolk, Va. bbox=[1542, 570, 1593, 582]
paragraph: Wednesday, 5 p. m., Clayda Club, H. S.; 6 p. m., Girls' Work Committee. bbox=[744, 682, 974, 707]
paragraph: At 8 p. m. the pastor again preached another soul reviving sermon from 125:13. bbox=[263, 444, 492, 469]
paragraph: The Junior Mites gave an Easter Egg Hunt on the church grounds on Monday. On next Sunday, the Holy Communion will be administered at 11 a. m. The pastor will preach at 7:30 p. m. bbox=[503, 596, 733, 649]
article-heading: Y. W. C. A. RECREATION CENTER bbox=[764, 475, 954, 489]
paragraph: The B. Y. P. U. at Sixth Mt. Zion gave a very interesting program. Mr. J. Ballard presiding, Sunday, March 27th. "Lessons from the First Easter" was the topic for discussion. The following took part on the program: Devotional exercises, Messrs. B. Hester and I. T. Lightfoot; address by Mr. C. J. Smith; solo by Mrs. Cobb; recitation, Miss Maggie Coleman, and a solo by Miss Louise Jones. Music was furnished by the orchestra. Mr. James Shelton, president. bbox=[1219, 678, 1440, 812]
ad-line: We can also make that old Spring Suit Look New. bbox=[1549, 1600, 1671, 1626]
paragraph: The Sunday school presented their Easter program at the evening hour. It consisted of a most excellent essay on "The Risen King," by Mrs. M. E. Miller and Gloria from Mozart's 12th Mass, "Come Where The Lilies Bloom" and the beautiful cantata, "The Risen King," by the Sunday school choir of 35 voices under the direction of Lieut. Wyckham L. Tyler, and special music by the Sunday school orchestra of 14 pieces, under the direction of Prof. Benjamin Jones. This service was preceded by the Easter service of the Knight Templars and a sermon by the pastor. bbox=[503, 403, 733, 549]
paragraph: Tuesday, 4 p. m., graded school clubs; 5:45 p. m., H. S. basket ball clubs. bbox=[744, 653, 974, 678]
divider bbox=[763, 1612, 954, 1613]
article-heading: TITUS TOWN bbox=[1273, 1392, 1385, 1412]
